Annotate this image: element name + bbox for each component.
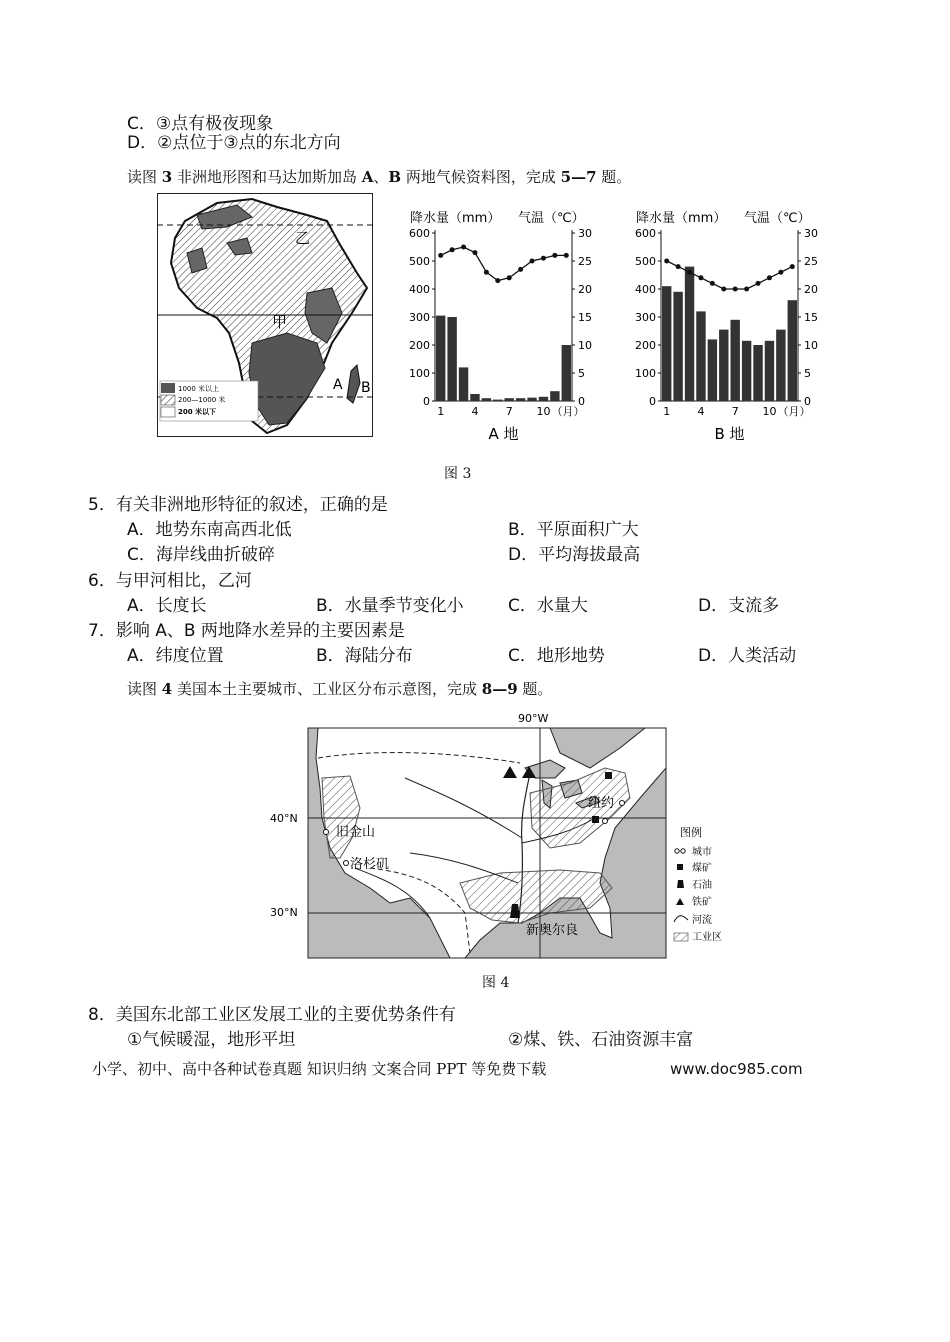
chart-a-bar xyxy=(550,391,559,401)
footer-text: 小学、初中、高中各种试卷真题 知识归纳 文案合同 PPT 等免费下载 xyxy=(92,1060,547,1078)
city-la: 洛杉矶 xyxy=(350,857,390,872)
chart-a-y2tick: 5 xyxy=(578,367,585,380)
lat40: 40°N xyxy=(270,812,298,825)
chart-b-y2tick: 0 xyxy=(804,395,811,408)
q5-a: A．地势东南高西北低 xyxy=(127,520,292,540)
chart-b-xtick: 1 xyxy=(663,405,671,418)
chart-b-bar xyxy=(742,341,751,401)
chart-a-bar xyxy=(447,317,456,401)
legend-industry: 工业区 xyxy=(692,932,722,943)
chart-b-temp-point xyxy=(790,264,795,269)
chart-a-temp-point xyxy=(472,250,477,255)
legend-low: 200 米以下 xyxy=(178,408,217,416)
chart-b-bar xyxy=(776,330,785,401)
chart-a-temp-line xyxy=(441,247,567,281)
chart-b-temp-point xyxy=(767,275,772,280)
chart-b-temp-point xyxy=(778,270,783,275)
chart-b-temp-point xyxy=(721,287,726,292)
chart-b-temp-point xyxy=(698,275,703,280)
chart-b-y2tick: 15 xyxy=(804,311,818,324)
chart-b-temp-point xyxy=(744,287,749,292)
q6-a: A．长度长 xyxy=(127,596,207,616)
chart-a-temp-point xyxy=(484,270,489,275)
chart-a-bar xyxy=(516,398,525,401)
chart-a-xtick: 4 xyxy=(471,405,479,418)
q7-stem: 7．影响 A、B 两地降水差异的主要因素是 xyxy=(88,621,405,641)
chart-b-title: B 地 xyxy=(714,425,745,443)
fig4-caption: 图 4 xyxy=(482,975,510,991)
chart-b-ytick: 200 xyxy=(635,339,656,352)
chart-b-xtick: 4 xyxy=(697,405,705,418)
q6-b: B．水量季节变化小 xyxy=(316,596,464,616)
chart-b-temp-point xyxy=(687,270,692,275)
city-newyork: 纽约 xyxy=(588,796,615,811)
chart-a-xtick: 7 xyxy=(505,405,513,418)
footer-url[interactable]: www.doc985.com xyxy=(670,1060,803,1078)
legend-city: 城市 xyxy=(692,847,712,858)
chart-b-y2tick: 10 xyxy=(804,339,818,352)
q7-b: B．海陆分布 xyxy=(316,646,413,666)
chart-a-bar xyxy=(562,345,571,401)
chart-b-y2tick: 25 xyxy=(804,255,818,268)
chart-b-bar xyxy=(662,286,671,401)
q5-d: D．平均海拔最高 xyxy=(508,545,641,565)
climate-chart-b xyxy=(626,200,841,450)
chart-a-bar xyxy=(470,394,479,401)
coal-mine-icon xyxy=(605,772,612,779)
chart-b-temp-point xyxy=(710,281,715,286)
chart-b-bar xyxy=(731,320,740,401)
q5-b: B．平原面积广大 xyxy=(508,520,639,540)
chart-a-y2tick: 25 xyxy=(578,255,592,268)
chart-a-temp-point xyxy=(552,253,557,258)
legend-mid: 200—1000 米 xyxy=(178,396,226,404)
chart-b-left-title: 降水量（mm） xyxy=(636,211,727,226)
chart-b-temp-point xyxy=(733,287,738,292)
chart-a-y2tick: 10 xyxy=(578,339,592,352)
label-b: B xyxy=(361,380,371,396)
chart-a-y2tick: 0 xyxy=(578,395,585,408)
chart-a-ytick: 300 xyxy=(409,311,430,324)
legend-title: 图例 xyxy=(680,826,702,839)
city-neworleans: 新奥尔良 xyxy=(526,923,579,938)
chart-a-temp-point xyxy=(438,253,443,258)
fig3-caption: 图 3 xyxy=(444,466,472,482)
chart-a-ytick: 600 xyxy=(409,227,430,240)
chart-a-bar xyxy=(459,367,468,401)
q8-o2: ②煤、铁、石油资源丰富 xyxy=(508,1030,694,1050)
q7-d: D．人类活动 xyxy=(698,646,797,666)
chart-b-temp-point xyxy=(756,281,761,286)
chart-a-left-title: 降水量（mm） xyxy=(410,211,501,226)
chart-a-bar xyxy=(436,316,445,401)
chart-a-temp-point xyxy=(507,275,512,280)
chart-b-temp-point xyxy=(676,264,681,269)
chart-b-y2tick: 30 xyxy=(804,227,818,240)
label-yi: 乙 xyxy=(295,229,311,247)
coal-mine-icon-2 xyxy=(592,816,599,823)
intro-fig4: 读图 4 美国本土主要城市、工业区分布示意图，完成 8—9 题。 xyxy=(127,680,553,698)
q6-c: C．水量大 xyxy=(508,596,588,616)
chart-b-bar xyxy=(696,311,705,401)
legend-high: 1000 米以上 xyxy=(178,385,220,393)
chart-b-xunit: （月） xyxy=(777,405,811,418)
climate-chart-a xyxy=(400,200,615,450)
chart-a-bar xyxy=(505,398,514,401)
chart-b-ytick: 500 xyxy=(635,255,656,268)
q8-stem: 8．美国东北部工业区发展工业的主要优势条件有 xyxy=(88,1005,456,1025)
city-icon-sf xyxy=(324,830,329,835)
chart-a-ytick: 200 xyxy=(409,339,430,352)
intro-fig3: 读图 3 非洲地形图和马达加斯加岛 A、B 两地气候资料图，完成 5—7 题。 xyxy=(127,168,632,186)
legend-coal: 煤矿 xyxy=(692,863,712,874)
city-icon-newyork xyxy=(620,801,625,806)
q7-a: A．纬度位置 xyxy=(127,646,224,666)
city-icon-2 xyxy=(603,819,608,824)
africa-map xyxy=(157,193,373,437)
q5-stem: 5．有关非洲地形特征的叙述，正确的是 xyxy=(88,495,388,515)
chart-b-y2tick: 5 xyxy=(804,367,811,380)
chart-a-temp-point xyxy=(564,253,569,258)
chart-a-ytick: 0 xyxy=(423,395,430,408)
q8-o1: ①气候暖湿，地形平坦 xyxy=(127,1030,296,1050)
chart-a-ytick: 500 xyxy=(409,255,430,268)
chart-b-bar xyxy=(708,339,717,401)
chart-a-xtick: 1 xyxy=(437,405,445,418)
chart-a-temp-point xyxy=(518,267,523,272)
chart-b-xtick: 7 xyxy=(731,405,739,418)
chart-b-ytick: 300 xyxy=(635,311,656,324)
chart-a-temp-point xyxy=(530,259,535,264)
chart-b-ytick: 100 xyxy=(635,367,656,380)
q6-d: D．支流多 xyxy=(698,596,780,616)
lon-label: 90°W xyxy=(518,712,549,725)
chart-b-bar xyxy=(753,345,762,401)
chart-a-bar xyxy=(482,398,491,401)
chart-b-ytick: 400 xyxy=(635,283,656,296)
option-d: D．②点位于③点的东北方向 xyxy=(127,133,341,153)
chart-a-temp-point xyxy=(450,247,455,252)
city-sf: 旧金山 xyxy=(336,825,376,840)
chart-a-bar xyxy=(539,397,548,401)
chart-a-y2tick: 15 xyxy=(578,311,592,324)
legend-river: 河流 xyxy=(692,915,712,926)
q5-c: C．海岸线曲折破碎 xyxy=(127,545,275,565)
chart-a-bar xyxy=(493,400,502,401)
option-c: C．③点有极夜现象 xyxy=(127,114,274,134)
chart-a-title: A 地 xyxy=(488,425,519,443)
chart-b-xtick: 10 xyxy=(762,405,777,418)
chart-a-ytick: 400 xyxy=(409,283,430,296)
label-a: A xyxy=(333,377,343,393)
chart-a-temp-point xyxy=(495,278,500,283)
chart-a-y2tick: 20 xyxy=(578,283,592,296)
label-jia: 甲 xyxy=(272,313,288,331)
chart-b-bar xyxy=(673,292,682,401)
chart-b-bar xyxy=(765,341,774,401)
chart-a-right-title: 气温（℃） xyxy=(518,211,585,226)
chart-a-ytick: 100 xyxy=(409,367,430,380)
chart-a-temp-point xyxy=(461,245,466,250)
chart-a-xunit: （月） xyxy=(551,405,585,418)
chart-a-xtick: 10 xyxy=(536,405,551,418)
city-icon-la xyxy=(344,861,349,866)
chart-b-bar xyxy=(788,300,797,401)
legend-iron: 铁矿 xyxy=(692,897,712,908)
chart-a-bar xyxy=(527,398,536,401)
chart-a-y2tick: 30 xyxy=(578,227,592,240)
chart-b-bar xyxy=(719,330,728,401)
chart-b-temp-point xyxy=(664,259,669,264)
chart-a-temp-point xyxy=(541,256,546,261)
chart-b-y2tick: 20 xyxy=(804,283,818,296)
q7-c: C．地形地势 xyxy=(508,646,605,666)
lat30: 30°N xyxy=(270,906,298,919)
q6-stem: 6．与甲河相比，乙河 xyxy=(88,571,252,591)
chart-b-ytick: 600 xyxy=(635,227,656,240)
chart-b-right-title: 气温（℃） xyxy=(744,211,811,226)
chart-b-ytick: 0 xyxy=(649,395,656,408)
usa-map xyxy=(260,708,740,963)
chart-b-bar xyxy=(685,267,694,401)
legend-oil: 石油 xyxy=(692,880,712,891)
